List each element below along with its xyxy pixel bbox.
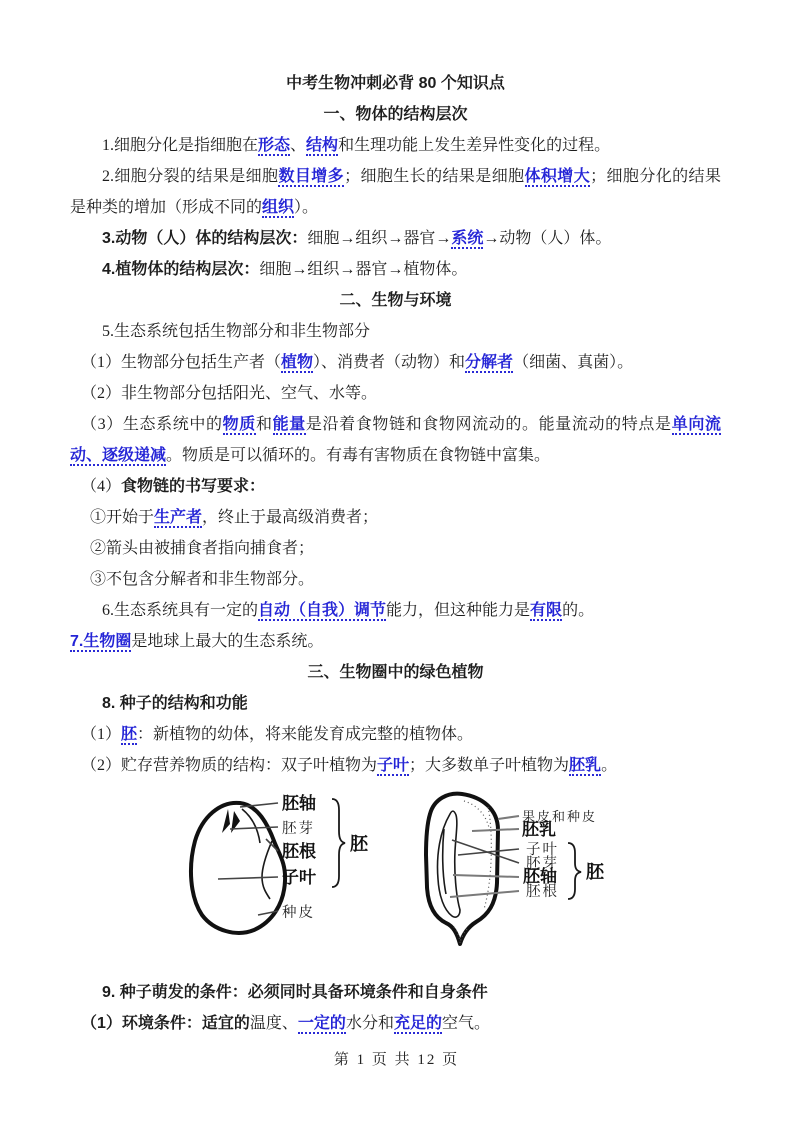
bold-run: 食物链的书写要求：: [121, 478, 266, 495]
sub-item-9-1: [70, 1008, 721, 1039]
bold-run: 9. 种子萌发的条件：必须同时具备环境条件和自身条件: [102, 984, 488, 1001]
text-run: 和: [255, 416, 273, 433]
text-run: ；细胞分化的结果是种类的增加（形成不同的: [70, 168, 721, 216]
knowledge-point-7: [70, 626, 721, 657]
sub-item-5-3: [70, 409, 721, 471]
knowledge-point-5: [70, 316, 721, 347]
embryo-brace: [568, 843, 581, 899]
text-run: （3）生态系统中的: [81, 416, 223, 433]
sub-item-8-1: [70, 719, 721, 750]
corn-label-hypocotyl: 胚轴: [522, 867, 557, 886]
keyword-term: 数目增多: [278, 168, 345, 185]
keyword-term: 一定的: [297, 1015, 346, 1032]
sub-item-5-4: [70, 471, 721, 502]
sub-item-5-1: [70, 347, 721, 378]
text-run: 是沿着食物链和食物网流动的。能量流动的特点是: [305, 416, 672, 433]
text-run: 细胞→组织→器官→: [307, 230, 452, 247]
corn-label-pericarp-seed-coat: 果皮和种皮: [521, 809, 597, 824]
keyword-term: 组织: [262, 199, 295, 216]
sub-item-5-2: [70, 378, 721, 409]
corn-label-plumule: 胚芽: [525, 856, 559, 872]
knowledge-point-4: [70, 254, 721, 285]
text-run: 。物质是可以循环的。有毒有害物质在食物链中富集。: [166, 447, 551, 464]
bean-seed-diagram: [182, 789, 372, 954]
knowledge-point-1: [70, 130, 721, 161]
text-run: ；细胞生长的结果是细胞: [344, 168, 525, 185]
food-chain-rule-1: [70, 502, 721, 533]
corn-label-embryo: 胚: [585, 862, 604, 882]
knowledge-point-3: [70, 223, 721, 254]
keyword-term: 生产者: [154, 509, 203, 526]
keyword-term: 子叶: [377, 757, 410, 774]
lead-line: [498, 816, 519, 819]
text-run: （1）: [81, 726, 122, 743]
text-run: （细菌、真菌）。: [513, 354, 634, 371]
corn-seed-diagram: [420, 789, 610, 961]
sub-item-8-2: [70, 750, 721, 781]
corn-label-cotyledon: 子叶: [525, 842, 559, 858]
knowledge-point-2: [70, 161, 721, 223]
section-heading-3: 三、生物圈中的绿色植物: [307, 664, 484, 681]
text-run: ，终止于最高级消费者；: [202, 509, 379, 526]
bean-label-plumule: 胚芽: [281, 821, 315, 837]
knowledge-point-9: [70, 977, 721, 1008]
bold-run: 3.动物（人）体的结构层次：: [102, 230, 308, 247]
text-run: 5.生态系统包括生物部分和非生物部分: [102, 323, 371, 340]
text-run: 、: [290, 137, 307, 154]
text-run: 6.生态系统具有一定的: [102, 602, 259, 619]
text-run: （2）非生物部分包括阳光、空气、水等。: [81, 385, 378, 402]
bean-label-cotyledon: 子叶: [281, 868, 316, 887]
corn-label-radicle: 胚根: [525, 884, 559, 900]
knowledge-point-6: [70, 595, 721, 626]
food-chain-rule-2: [70, 533, 721, 564]
text-run: ②箭头由被捕食者指向捕食者；: [90, 540, 315, 557]
seed-structure-figures: [70, 789, 721, 971]
keyword-term: 有限: [530, 602, 563, 619]
text-run: ①开始于: [90, 509, 155, 526]
text-run: →动物（人）体。: [483, 230, 612, 247]
keyword-term: 植物: [281, 354, 314, 371]
section-heading-2: 二、生物与环境: [339, 292, 452, 309]
food-chain-rule-3: [70, 564, 721, 595]
bold-run: 4.植物体的结构层次：: [102, 261, 260, 278]
bold-run: （1）环境条件：适宜的: [81, 1015, 250, 1032]
text-run: 细胞→组织→器官→植物体。: [259, 261, 468, 278]
text-run: 和生理功能上发生差异性变化的过程。: [338, 137, 611, 154]
text-run: 空气。: [441, 1015, 490, 1032]
text-run: ；大多数单子叶植物为: [409, 757, 570, 774]
keyword-term: 系统: [451, 230, 484, 247]
keyword-term: 7.生物圈: [70, 633, 132, 650]
text-run: 温度、: [249, 1015, 298, 1032]
text-run: （1）生物部分包括生产者（: [81, 354, 282, 371]
keyword-term: 单向流动、逐级递减: [70, 416, 721, 464]
page-number-footer: 第 1 页 共 12 页: [333, 1052, 460, 1068]
keyword-term: 结构: [306, 137, 339, 154]
text-run: 水分和: [345, 1015, 394, 1032]
keyword-term: 体积增大: [524, 168, 591, 185]
text-run: ）。: [294, 199, 319, 216]
text-run: ③不包含分解者和非生物部分。: [90, 571, 315, 588]
keyword-term: 物质: [222, 416, 256, 433]
text-run: 是地球上最大的生态系统。: [131, 633, 324, 650]
keyword-term: 充足的: [393, 1015, 442, 1032]
bean-label-seed-coat: 种皮: [281, 905, 315, 921]
text-run: 1.细胞分化是指细胞在: [102, 137, 259, 154]
bean-label-embryo: 胚: [349, 834, 368, 854]
corn-label-endosperm: 胚乳: [521, 820, 556, 839]
keyword-term: 能量: [272, 416, 306, 433]
keyword-term: 分解者: [465, 354, 514, 371]
text-run: （4）: [81, 478, 122, 495]
embryo-brace: [332, 799, 345, 887]
keyword-term: 自动（自我）调节: [258, 602, 387, 619]
text-run: ：新植物的幼体，将来能发育成完整的植物体。: [137, 726, 474, 743]
text-run: 2.细胞分裂的结果是细胞: [102, 168, 279, 185]
text-run: 的。: [562, 602, 595, 619]
text-run: ）、消费者（动物）和: [313, 354, 466, 371]
page-title: 中考生物冲刺必背 80 个知识点: [286, 75, 505, 92]
keyword-term: 形态: [258, 137, 291, 154]
section-heading-1: 一、物体的结构层次: [323, 106, 468, 123]
text-run: 能力，但这种能力是: [386, 602, 531, 619]
bold-run: 8. 种子的结构和功能: [102, 695, 248, 712]
bean-label-hypocotyl: 胚轴: [281, 794, 316, 813]
keyword-term: 胚: [121, 726, 138, 743]
bean-label-radicle: 胚根: [281, 842, 316, 861]
knowledge-point-8: [70, 688, 721, 719]
keyword-term: 胚乳: [569, 757, 602, 774]
text-run: （2）贮存营养物质的结构：双子叶植物为: [81, 757, 378, 774]
text-run: 。: [601, 757, 618, 774]
